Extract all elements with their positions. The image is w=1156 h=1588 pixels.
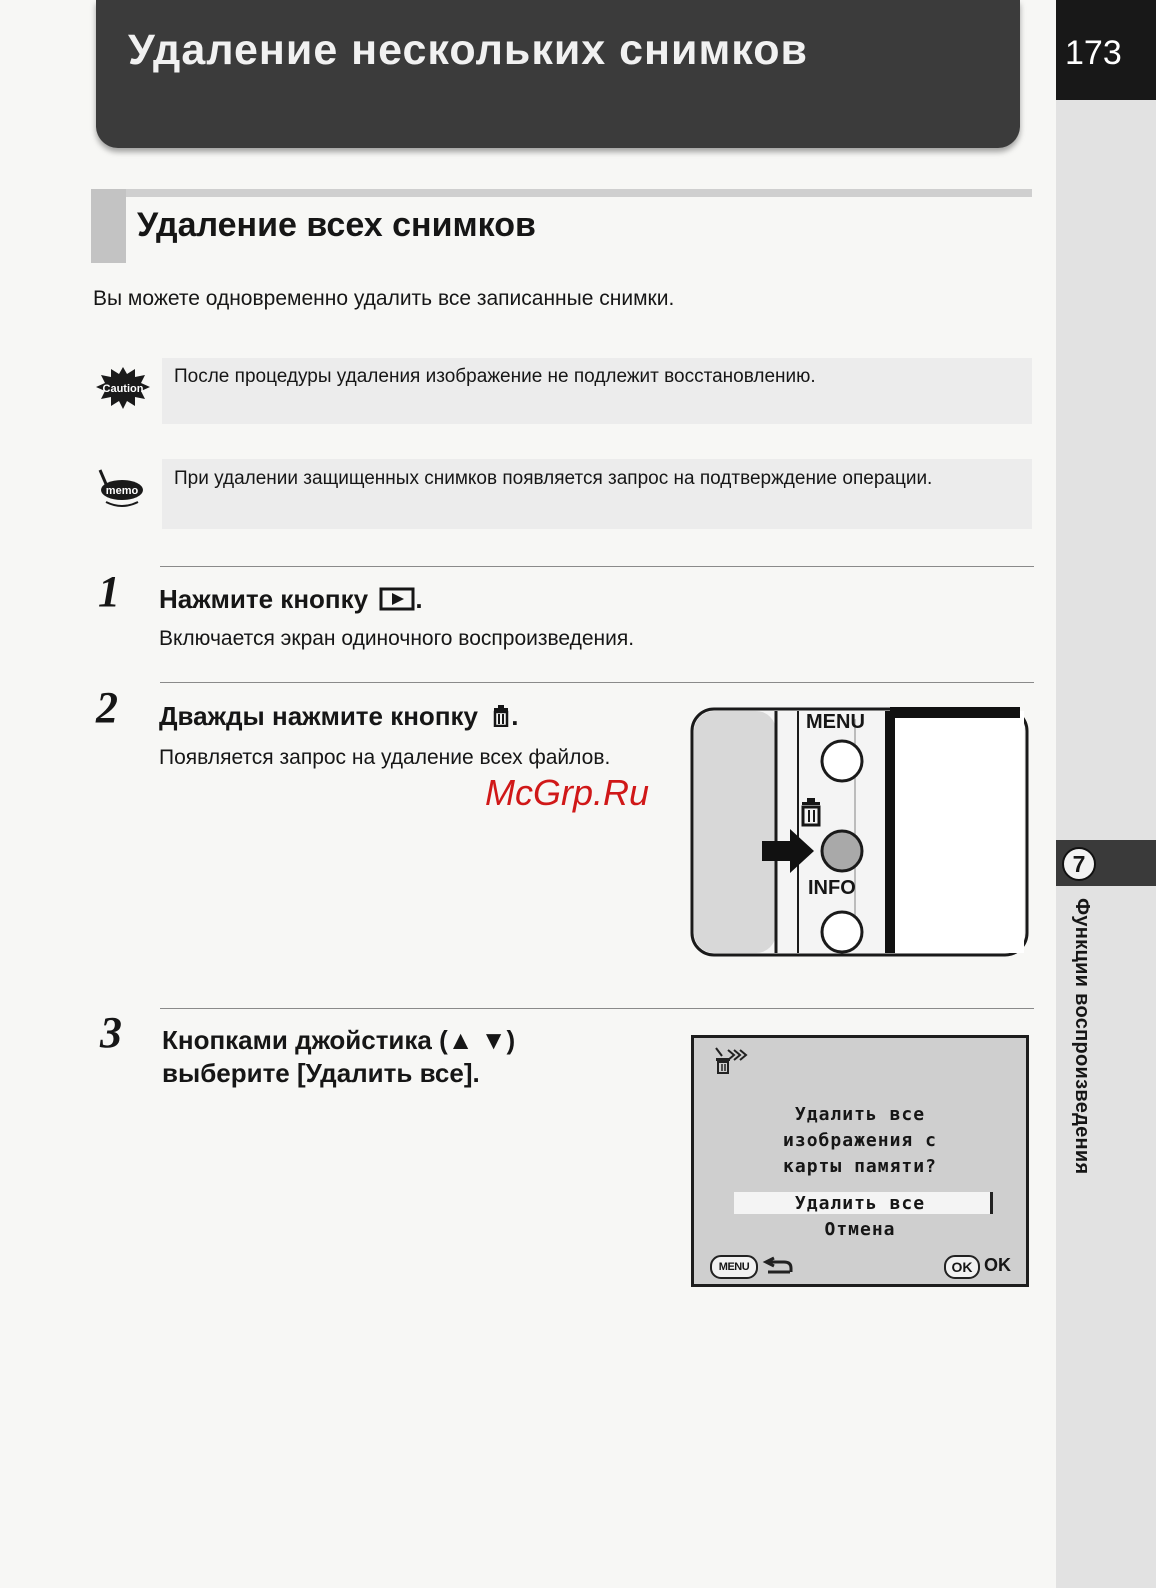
screen-prompt-line: изображения с [783, 1130, 937, 1151]
intro-text: Вы можете одновременно удалить все записанные снимки. [93, 287, 675, 310]
side-strip [1056, 0, 1156, 1588]
caution-icon [95, 366, 151, 415]
option-cancel: Отмена [824, 1219, 896, 1240]
step-number: 3 [100, 1008, 122, 1057]
step-number: 2 [96, 683, 118, 732]
camera-buttons-figure [690, 707, 1030, 964]
step-divider [160, 1008, 1034, 1009]
section-accent [91, 189, 126, 263]
section-title: Удаление всех снимков [137, 206, 536, 244]
screen-prompt-line: карты памяти? [783, 1156, 937, 1177]
page-title: Удаление нескольких снимков [128, 26, 808, 74]
step-title-suffix: . [415, 584, 423, 614]
memo-text: При удалении защищенных снимков появляется запрос на подтверждение операции. [174, 468, 933, 489]
menu-button-label: MENU [806, 711, 865, 733]
step-title-text: Нажмите кнопку [159, 584, 369, 614]
ok-badge: OK [944, 1255, 980, 1279]
delete-all-icon [714, 1046, 748, 1079]
step-body: Появляется запрос на удаление всех файлов. [159, 746, 611, 769]
section-divider [91, 189, 1032, 197]
step-title-suffix: . [511, 701, 519, 731]
step-title [159, 584, 423, 618]
step-title-line2: выберите [Удалить все]. [162, 1058, 480, 1088]
trash-icon [491, 703, 511, 734]
svg-text:Caution: Caution [102, 383, 144, 395]
page-number: 173 [1065, 34, 1122, 72]
watermark: McGrp.Ru [485, 772, 650, 813]
caution-text: После процедуры удаления изображение не подлежит восстановлению. [174, 366, 816, 387]
step-number: 1 [98, 567, 120, 616]
playback-icon [379, 587, 415, 618]
step-title [159, 701, 518, 734]
memo-icon [96, 466, 146, 515]
chapter-title: Функции воспроизведения [1071, 898, 1093, 1175]
info-button-label: INFO [808, 877, 856, 899]
svg-text:memo: memo [105, 485, 139, 497]
chapter-number: 7 [1062, 847, 1096, 881]
option-delete-all: Удалить все [794, 1193, 926, 1214]
step-body: Включается экран одиночного воспроизведения. [159, 627, 635, 650]
step-divider [160, 566, 1034, 567]
delete-all-screen [691, 1035, 1029, 1287]
step-title-text: Дважды нажмите кнопку [159, 701, 478, 731]
menu-badge: MENU [710, 1255, 758, 1279]
step-divider [160, 682, 1034, 683]
screen-prompt-line: Удалить все [794, 1104, 926, 1125]
ok-label: OK [984, 1255, 1011, 1275]
back-arrow-icon [760, 1252, 794, 1281]
step-title-line1: Кнопками джойстика (▲ ▼) [162, 1025, 516, 1055]
